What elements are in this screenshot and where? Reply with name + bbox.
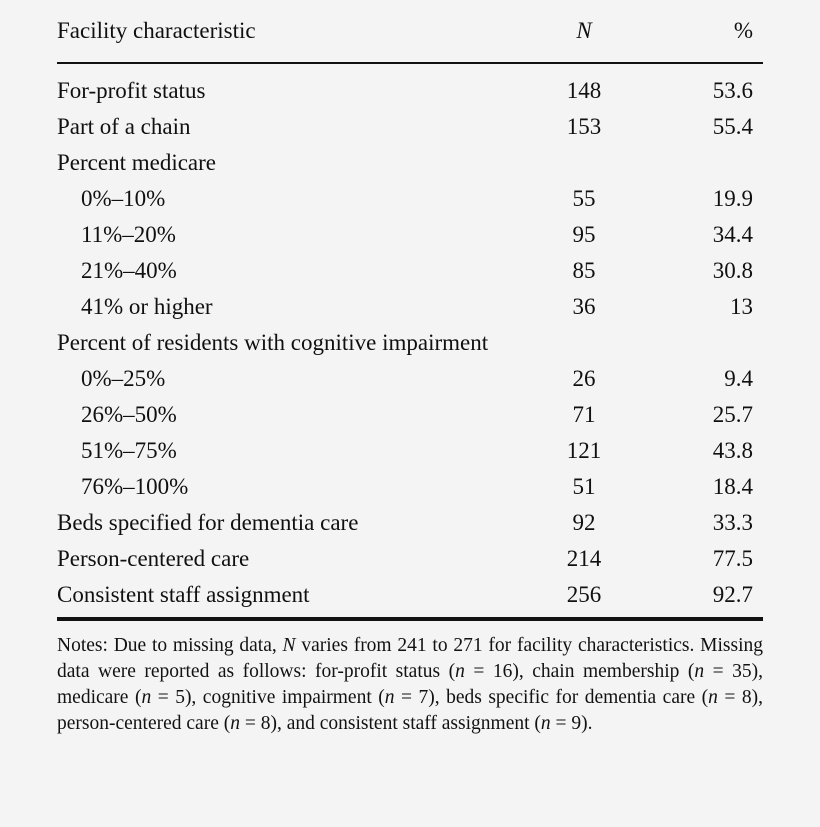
row-n-value: 148 xyxy=(566,78,602,103)
row-label: Person-centered care xyxy=(57,546,250,571)
row-label: 26%–50% xyxy=(81,402,177,427)
row-percent-value: 55.4 xyxy=(712,114,753,139)
row-percent-value: 53.6 xyxy=(712,78,753,103)
row-label: 51%–75% xyxy=(81,438,177,463)
column-header-percent: % xyxy=(733,18,753,43)
table-row xyxy=(57,469,763,505)
table-row xyxy=(57,145,763,181)
row-percent-value xyxy=(651,325,763,361)
row-n-value: 214 xyxy=(566,546,602,571)
notes-italic-n: n xyxy=(230,713,240,734)
row-n-value: 71 xyxy=(572,402,596,427)
notes-italic-n: n xyxy=(455,661,465,682)
notes-italic-n: n xyxy=(694,661,705,682)
row-percent-value: 92.7 xyxy=(712,582,753,607)
table-row xyxy=(57,397,763,433)
row-label: 11%–20% xyxy=(81,222,176,247)
table-row xyxy=(57,253,763,289)
table-row xyxy=(57,361,763,397)
row-percent-value xyxy=(651,145,763,181)
row-n-value: 153 xyxy=(566,114,602,139)
row-label: Percent medicare xyxy=(57,150,216,175)
table-row xyxy=(57,63,763,109)
row-percent-value: 43.8 xyxy=(712,438,753,463)
row-percent-value: 30.8 xyxy=(712,258,753,283)
row-percent-value: 18.4 xyxy=(712,474,753,499)
notes-text-part: = 8), and consistent staff assignment ( xyxy=(239,713,541,734)
notes-italic-n: n xyxy=(384,687,395,708)
column-header-characteristic: Facility characteristic xyxy=(57,18,256,43)
notes-text-part: = 35), medicare ( xyxy=(57,661,763,708)
row-label: Beds specified for dementia care xyxy=(57,510,359,535)
table-row xyxy=(57,325,763,361)
notes-italic-n: N xyxy=(282,635,296,656)
row-label: 41% or higher xyxy=(81,294,213,319)
statistics-table-container xyxy=(57,0,763,737)
notes-text-part: = 5), cognitive impairment ( xyxy=(151,687,385,708)
row-percent-value: 9.4 xyxy=(724,366,753,391)
row-n-value: 51 xyxy=(572,474,596,499)
row-n-value: 121 xyxy=(566,438,602,463)
row-n-value xyxy=(517,145,651,181)
row-percent-value: 77.5 xyxy=(712,546,753,571)
column-header-n: N xyxy=(576,18,592,43)
row-label: 0%–25% xyxy=(81,366,166,391)
table-notes xyxy=(57,633,763,737)
row-label: Part of a chain xyxy=(57,114,191,139)
notes-text-part: = 7), beds specific for dementia care ( xyxy=(394,687,709,708)
row-percent-value: 25.7 xyxy=(712,402,753,427)
notes-text-part: = 8), person-centered care ( xyxy=(57,687,763,734)
table-header xyxy=(57,0,763,63)
table-bottom-rule xyxy=(57,617,763,621)
notes-italic-n: n xyxy=(141,687,152,708)
row-label: 0%–10% xyxy=(81,186,166,211)
table-row xyxy=(57,577,763,617)
row-n-value xyxy=(517,325,651,361)
table-body xyxy=(57,63,763,617)
row-percent-value: 34.4 xyxy=(712,222,753,247)
notes-text-part: Notes: Due to missing data, xyxy=(57,635,283,656)
row-label: Consistent staff assignment xyxy=(57,582,310,607)
row-percent-value: 33.3 xyxy=(712,510,753,535)
row-n-value: 92 xyxy=(572,510,596,535)
facility-characteristics-table xyxy=(57,0,763,617)
row-percent-value: 19.9 xyxy=(712,186,753,211)
table-row xyxy=(57,181,763,217)
row-n-value: 55 xyxy=(572,186,596,211)
row-n-value: 85 xyxy=(572,258,596,283)
header-row xyxy=(57,0,763,62)
row-label: For-profit status xyxy=(57,78,206,103)
notes-text-part: = 16), chain membership ( xyxy=(464,661,695,682)
table-row xyxy=(57,541,763,577)
notes-text-part: varies from 241 to 271 for facility characteristics. Missing data were reported as follows: for-profit status ( xyxy=(57,635,763,682)
notes-text-part: = 9). xyxy=(550,713,593,734)
row-n-value: 95 xyxy=(572,222,596,247)
table-row xyxy=(57,217,763,253)
row-label: Percent of residents with cognitive impairment xyxy=(57,330,489,355)
row-percent-value: 13 xyxy=(730,294,753,319)
notes-italic-n: n xyxy=(540,713,551,734)
row-label: 21%–40% xyxy=(81,258,177,283)
row-n-value: 26 xyxy=(572,366,596,391)
table-row xyxy=(57,289,763,325)
table-row xyxy=(57,433,763,469)
table-row xyxy=(57,505,763,541)
row-n-value: 256 xyxy=(566,582,602,607)
row-n-value: 36 xyxy=(572,294,596,319)
notes-italic-n: n xyxy=(708,687,718,708)
table-row xyxy=(57,109,763,145)
row-label: 76%–100% xyxy=(81,474,189,499)
